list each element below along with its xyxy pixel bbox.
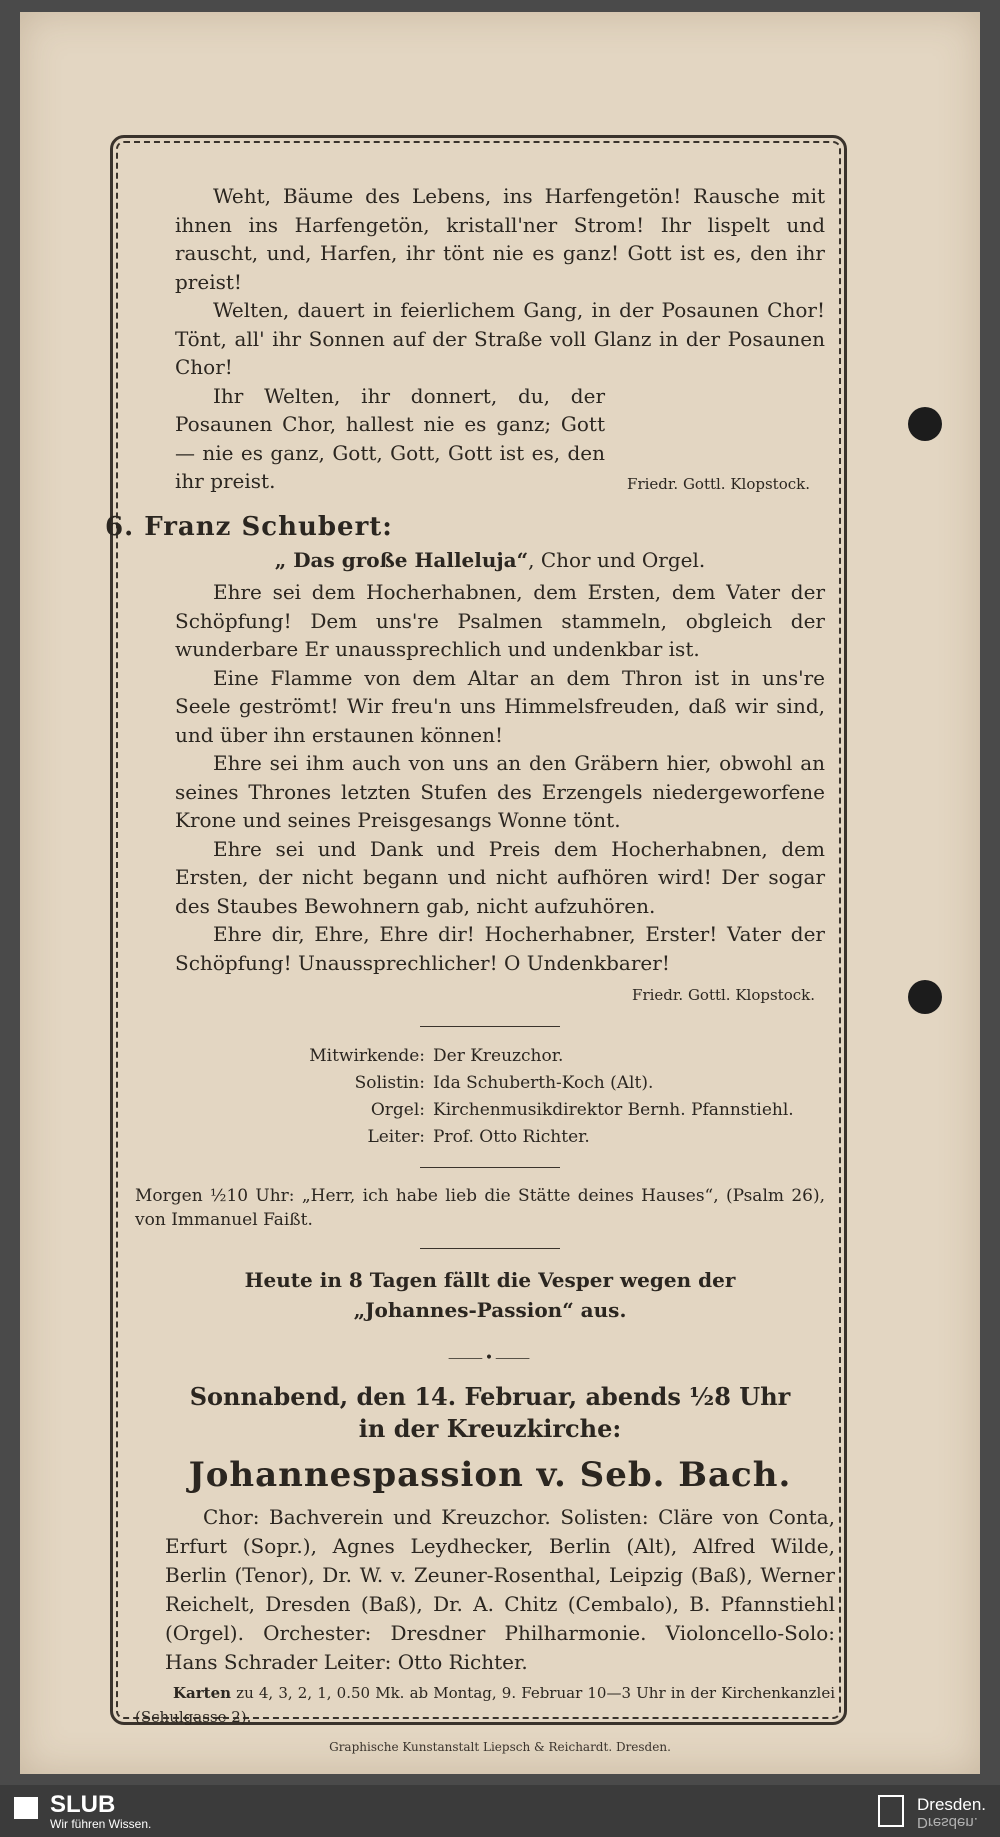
event-performers: Chor: Bachverein und Kreuzchor. Solisten: Cläre von Conta, Erfurt (Sopr.), Agnes Leydhecker, Berlin (Alt), Alfred Wilde, Berlin (Tenor), Dr. W. v. Zeuner-Rosenthal, Leipzig (Baß), Werner Reichelt, Dresden (Baß), Dr. A. Chitz (Cembalo), B. Pfannstiehl (Orgel). Orchester: Dresdner Philharmonie. Violoncello-Solo: Hans Schrader Leiter: Otto Richter.	[165, 1504, 835, 1674]
viewer-footer	[0, 1785, 1000, 1837]
ticket-label: Karten	[173, 1683, 232, 1702]
ticket-details: zu 4, 3, 2, 1, 0.50 Mk. ab Montag, 9. Februar 10—3 Uhr in der Kirchenkanzlei (Schulgasse 2).	[135, 1683, 835, 1726]
poem-paragraph: Eine Flamme von dem Altar an dem Thron ist in uns're Seele geströmt! Wir freu'n uns Himmelsfreuden, daß wir sind, und über ihn erstaunen können!	[175, 665, 825, 747]
credit-value: Der Kreuzchor.	[433, 1045, 564, 1066]
poem-paragraph: Ehre sei ihm auch von uns an den Gräbern hier, obwohl an seines Thrones letzten Stufen des Erzengels niedergeworfene Krone und seines Preisgesangs Wonne tönt.	[175, 751, 825, 832]
dresden-crest-icon	[878, 1795, 904, 1827]
slub-logo-icon	[14, 1797, 38, 1819]
dresden-logo[interactable]	[917, 1795, 986, 1829]
poem-author: Friedr. Gottl. Klopstock.	[627, 474, 810, 493]
punch-hole	[908, 407, 942, 441]
section-title: 6. Franz Schubert:	[105, 512, 393, 542]
poem-author: Friedr. Gottl. Klopstock.	[632, 986, 815, 1004]
credit-label: Leiter:	[367, 1126, 425, 1147]
credit-row	[195, 1124, 845, 1151]
divider	[420, 1167, 560, 1168]
poem-paragraph: Ehre dir, Ehre, Ehre dir! Hocherhabner, Erster! Vater der Schöpfung! Unaussprechlicher! O Undenkbarer!	[175, 922, 825, 975]
tomorrow-notice: Morgen ½10 Uhr: „Herr, ich habe lieb die Stätte deines Hauses“, (Psalm 26), von Immanuel Faißt.	[135, 1185, 825, 1230]
credit-value: Kirchenmusikdirektor Bernh. Pfannstiehl.	[433, 1099, 794, 1120]
credit-label: Orgel:	[370, 1099, 425, 1120]
credit-value: Ida Schuberth-Koch (Alt).	[433, 1072, 654, 1093]
credit-row	[195, 1070, 845, 1097]
divider	[420, 1248, 560, 1249]
work-scoring: , Chor und Orgel.	[528, 548, 706, 572]
printer-imprint: Graphische Kunstanstalt Liepsch & Reichardt. Dresden.	[329, 1740, 671, 1754]
ornament-divider: ⸻•⸻	[447, 1349, 533, 1366]
slub-brand[interactable]: SLUB	[50, 1791, 116, 1818]
poem-paragraph: Welten, dauert in feierlichem Gang, in der Posaunen Chor! Tönt, all' ihr Sonnen auf der Straße voll Glanz in der Posaunen Chor!	[175, 298, 825, 379]
credit-row	[195, 1097, 845, 1124]
ticket-info	[135, 1681, 845, 1729]
event-title: Johannespassion v. Seb. Bach.	[188, 1454, 792, 1495]
slub-tagline: Wir führen Wissen.	[50, 1817, 152, 1831]
poem-paragraph: Ehre sei dem Hocherhabnen, dem Ersten, dem Vater der Schöpfung! Dem uns're Psalmen stammeln, obgleich der wunderbare Er unaussprechlich und undenkbar ist.	[175, 580, 825, 661]
divider	[420, 1026, 560, 1027]
program-text	[105, 182, 845, 1729]
event-venue: in der Kreuzkirche:	[358, 1413, 622, 1443]
credit-value: Prof. Otto Richter.	[433, 1126, 590, 1147]
credits-list	[195, 1043, 845, 1151]
poem-paragraph: Weht, Bäume des Lebens, ins Harfengetön! Rausche mit ihnen ins Harfengetön, kristall'ner Strom! Ihr lispelt und rauscht, und, Harfen, ihr tönt nie es ganz! Gott ist es, den ihr preist!	[175, 184, 825, 294]
credit-label: Mitwirkende:	[309, 1045, 425, 1066]
dresden-line: Dresden.	[917, 1795, 986, 1814]
dresden-line-mirror: Dresden.	[917, 1814, 978, 1831]
poem-paragraph: Ihr Welten, ihr donnert, du, der Posaunen Chor, hallest nie es ganz; Gott — nie es ganz, Gott, Gott, Gott ist es, den ihr preist.	[175, 383, 605, 493]
poem-paragraph: Ehre sei und Dank und Preis dem Hocherhabnen, dem Ersten, der nicht begann und nicht aufhören wird! Der sogar des Staubes Bewohnern gab, nicht aufzuhören.	[175, 836, 825, 918]
punch-hole	[908, 980, 942, 1014]
work-title: „ Das große Halleluja“	[274, 548, 529, 572]
cancellation-notice: Heute in 8 Tagen fällt die Vesper wegen der „Johannes-Passion“ aus.	[244, 1267, 736, 1322]
credit-row	[195, 1043, 845, 1070]
event-date: Sonnabend, den 14. Februar, abends ½8 Uhr	[189, 1381, 791, 1411]
credit-label: Solistin:	[354, 1072, 425, 1093]
work-subtitle	[135, 548, 845, 572]
